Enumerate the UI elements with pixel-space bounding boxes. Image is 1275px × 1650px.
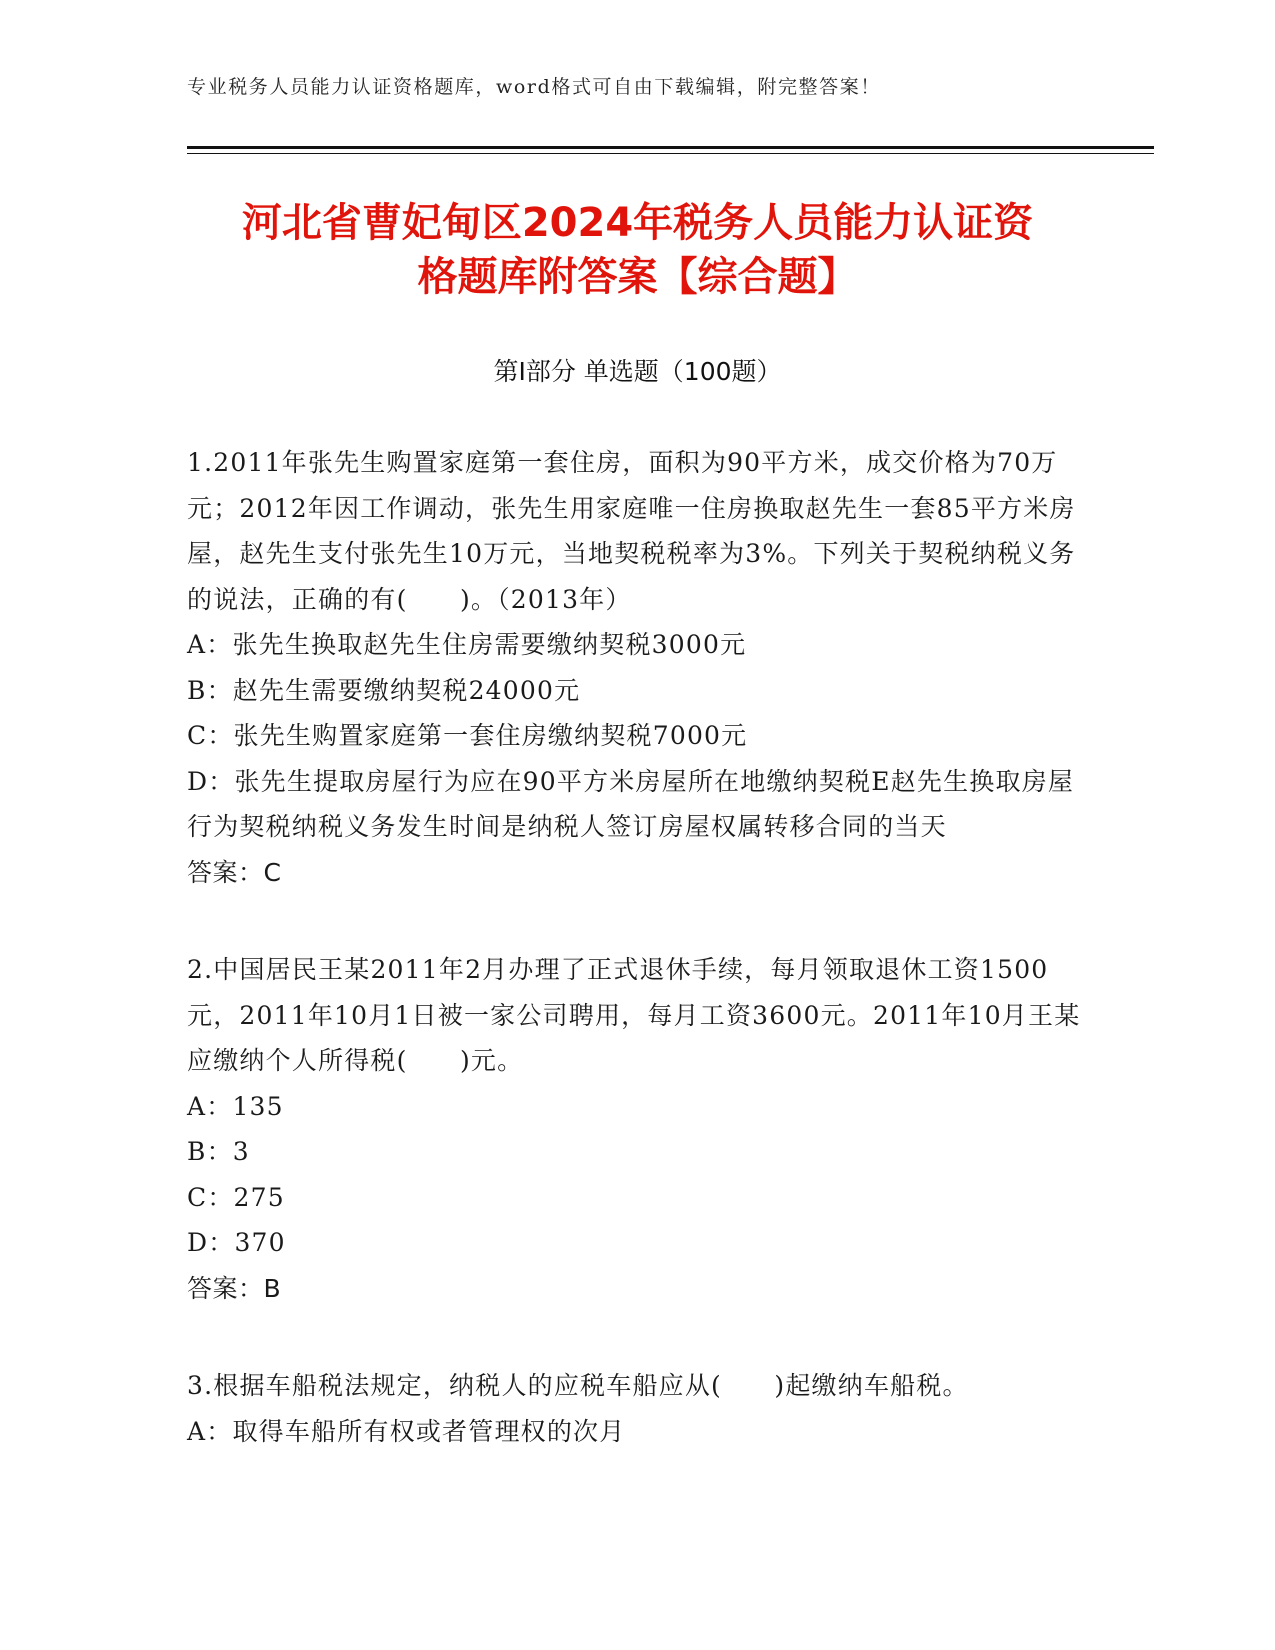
question-3	[187, 1363, 1087, 1454]
header-rule-thin	[187, 153, 1154, 154]
question-stem: 2.中国居民王某2011年2月办理了正式退休手续，每月领取退休工资1500元，2011年10月1日被一家公司聘用，每月工资3600元。2011年10月王某应缴纳个人所得税( )元。	[187, 955, 1081, 1075]
answer: 答案：B	[187, 1273, 282, 1303]
header-note: 专业税务人员能力认证资格题库，word格式可自由下载编辑，附完整答案！	[187, 76, 881, 98]
question-2	[187, 947, 1087, 1311]
question-stem: 1.2011年张先生购置家庭第一套住房，面积为90平方米，成交价格为70万元；2012年因工作调动，张先生用家庭唯一住房换取赵先生一套85平方米房屋，赵先生支付张先生10万元，当地契税税率为3%。下列关于契税纳税义务的说法，正确的有( )。（2013年）	[187, 448, 1076, 614]
document-title-line-2: 格题库附答案【综合题】	[417, 254, 858, 300]
document-title-line-1: 河北省曹妃甸区2024年税务人员能力认证资	[241, 200, 1034, 246]
option-c: C：张先生购置家庭第一套住房缴纳契税7000元	[187, 721, 748, 750]
answer: 答案：C	[187, 857, 282, 887]
option-d: D：370	[187, 1228, 286, 1257]
question-list	[187, 440, 1087, 1506]
option-b: B：赵先生需要缴纳契税24000元	[187, 675, 581, 705]
document-title	[150, 196, 1125, 304]
option-a: A：135	[187, 1091, 284, 1121]
option-a: A：取得车船所有权或者管理权的次月	[187, 1416, 626, 1446]
question-1	[187, 440, 1087, 895]
option-d: D：张先生提取房屋行为应在90平方米房屋所在地缴纳契税E赵先生换取房屋行为契税纳税义务发生时间是纳税人签订房屋权属转移合同的当天	[187, 766, 1075, 841]
question-stem: 3.根据车船税法规定，纳税人的应税车船应从( )起缴纳车船税。	[187, 1371, 969, 1400]
option-c: C：275	[187, 1182, 285, 1212]
header-rule-thick	[187, 146, 1154, 149]
option-a: A：张先生换取赵先生住房需要缴纳契税3000元	[187, 630, 747, 659]
option-b: B：3	[187, 1137, 250, 1166]
section-title: 第Ⅰ部分 单选题（100题）	[493, 357, 782, 386]
